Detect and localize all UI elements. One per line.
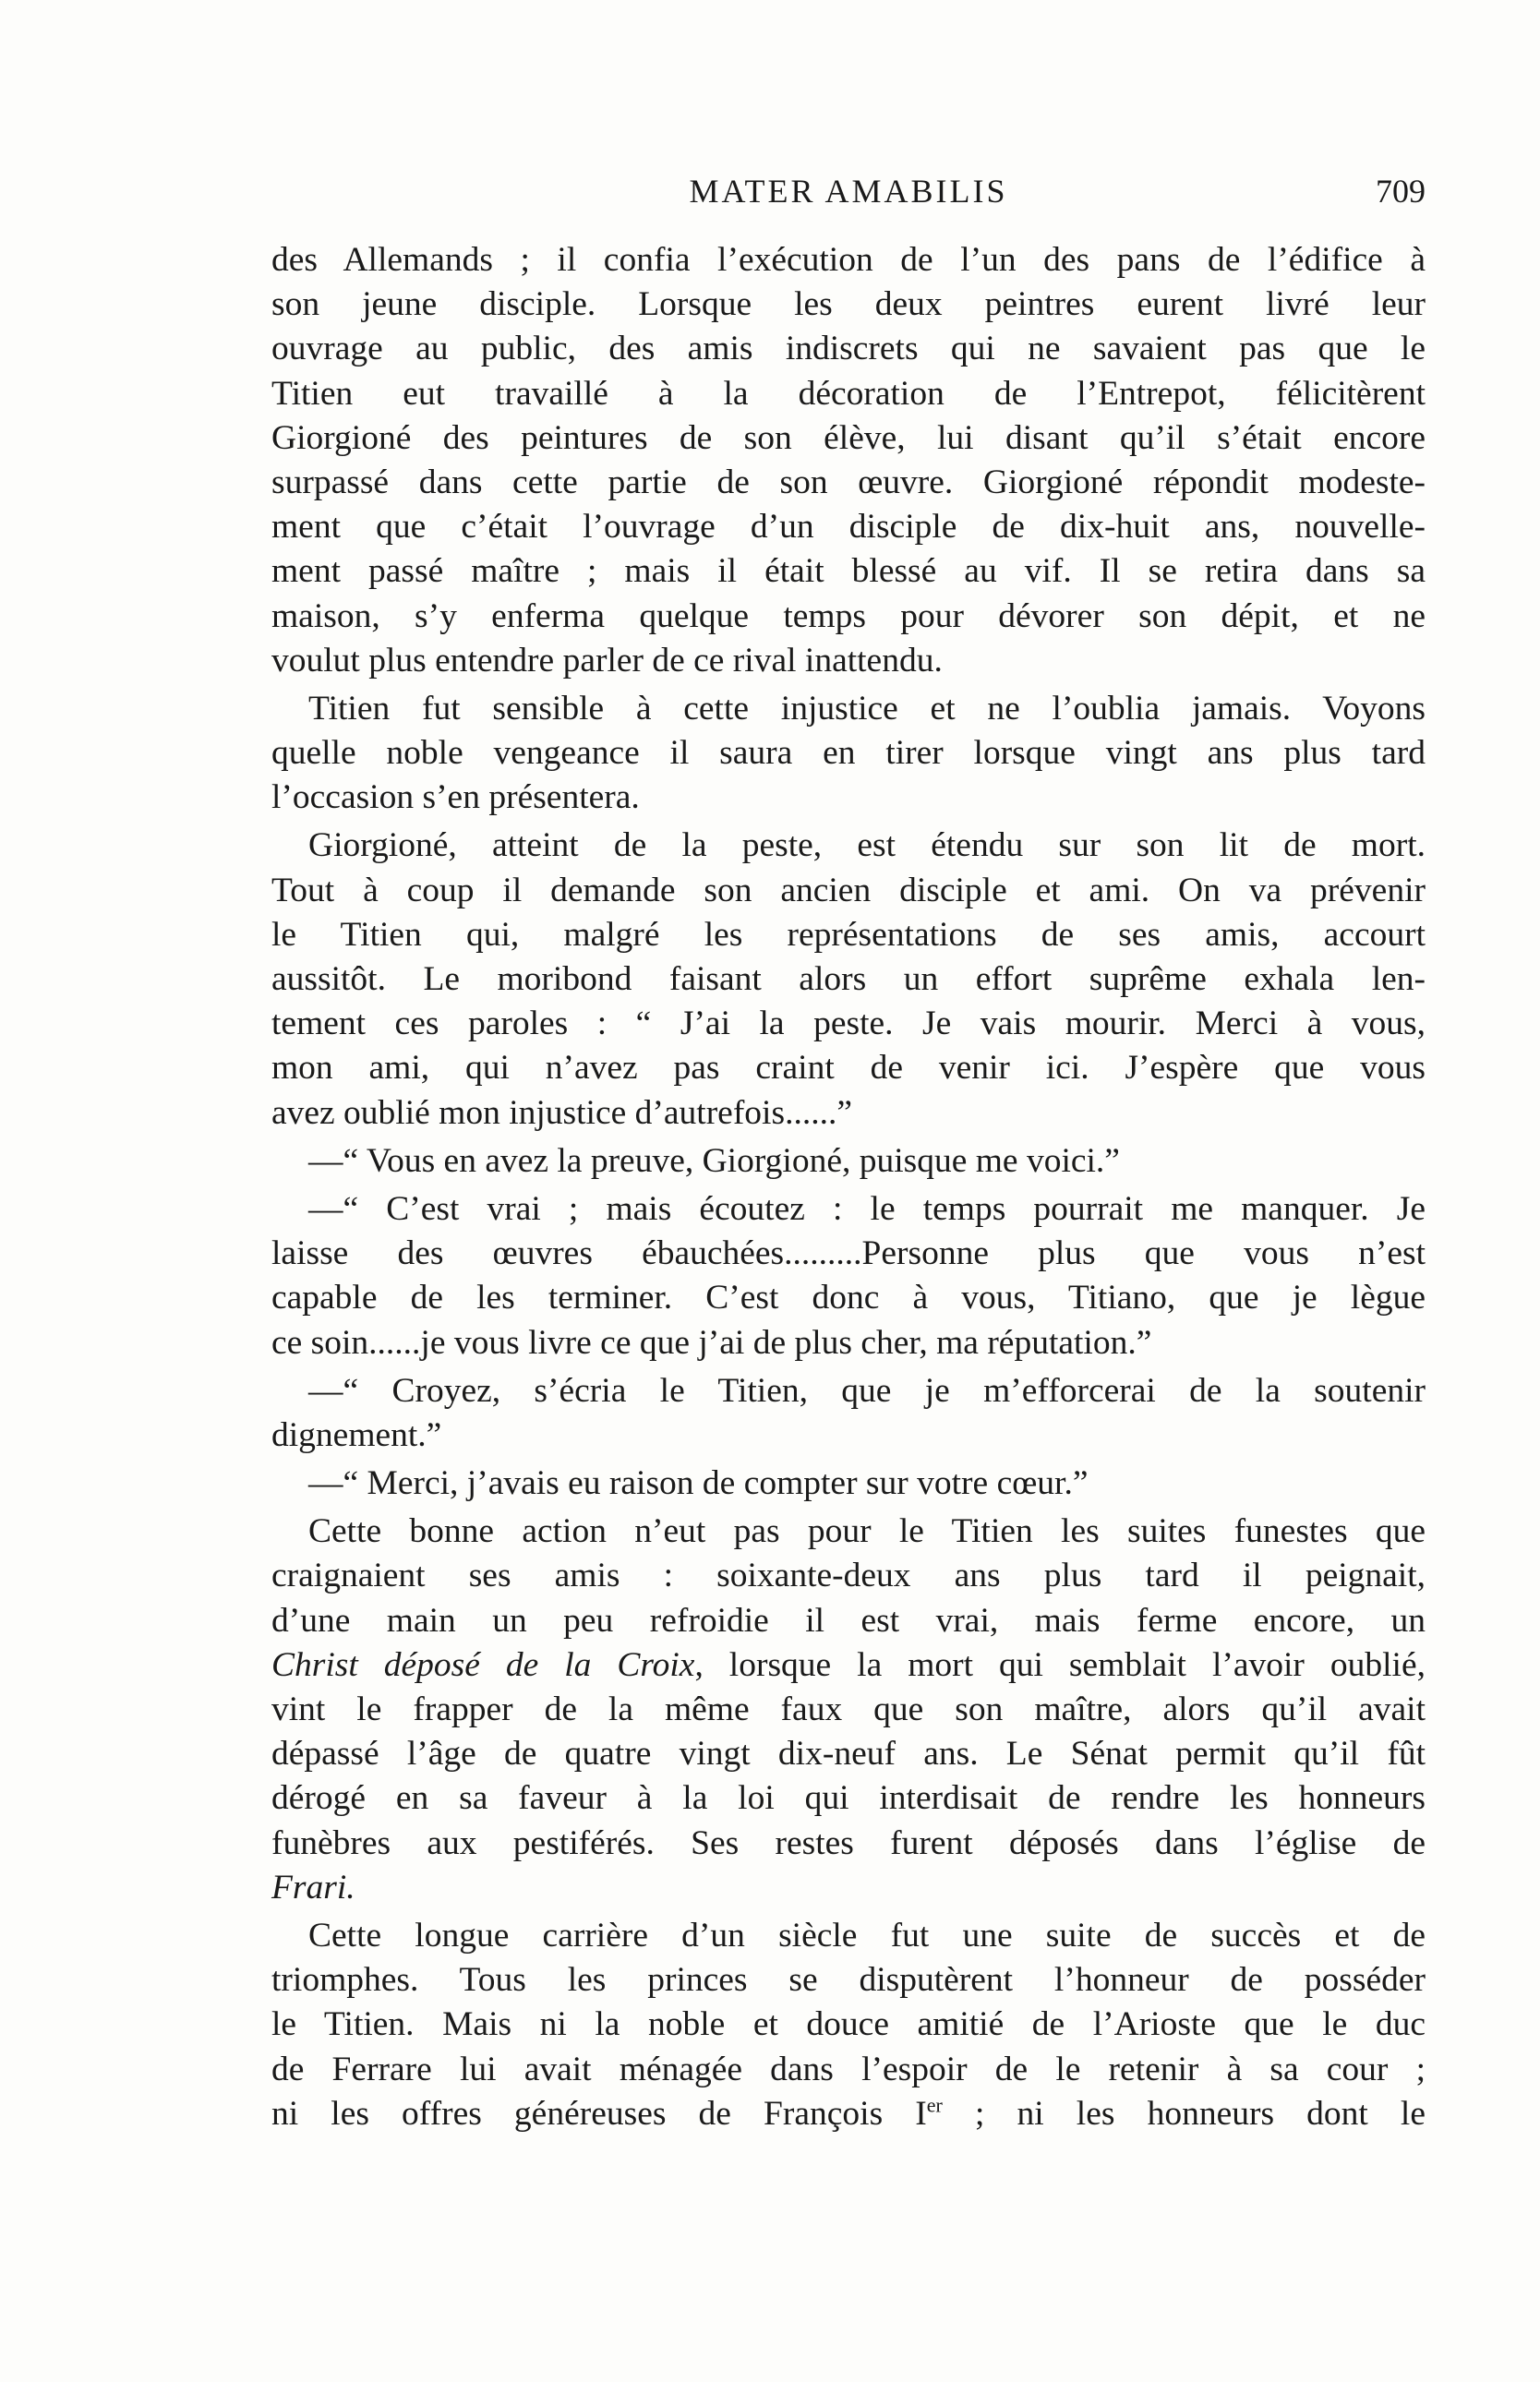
text-line: tement ces paroles : “ J’ai la peste. Je vais mourir. Merci à vous, — [271, 1005, 1426, 1043]
text-line: voulut plus entendre parler de ce rival inattendu. — [271, 641, 943, 680]
text-line: —“ C’est vrai ; mais écoutez : le temps pourrait me manquer. Je — [308, 1189, 1426, 1228]
page-number: 709 — [1376, 173, 1426, 210]
text-line: craignaient ses amis : soixante-deux ans plus tard il peignait, — [271, 1557, 1426, 1595]
text-line: vint le frapper de la même faux que son maître, alors qu’il avait — [271, 1690, 1426, 1728]
text-line: —“ Croyez, s’écria le Titien, que je m’efforcerai de la soutenir — [308, 1371, 1426, 1410]
text-line: ouvrage au public, des amis indiscrets qui ne savaient pas que le — [271, 330, 1426, 368]
text-line: quelle noble vengeance il saura en tirer lorsque vingt ans plus tard — [271, 734, 1426, 773]
text-line: des Allemands ; il confia l’exécution de l’un des pans de l’édifice à — [271, 241, 1426, 279]
body-text — [271, 238, 1426, 2136]
text-line: dérogé en sa faveur à la loi qui interdisait de rendre les honneurs — [271, 1779, 1426, 1818]
text-line: de Ferrare lui avait ménagée dans l’espoir de le retenir à sa cour ; — [271, 2050, 1426, 2088]
text-line: ni les offres généreuses de François Ier ; ni les honneurs dont le — [271, 2093, 1426, 2133]
text-line: Giorgioné des peintures de son élève, lui disant qu’il s’était encore — [271, 418, 1426, 457]
text-line: ment que c’était l’ouvrage d’un disciple de dix-huit ans, nouvelle- — [271, 508, 1426, 547]
text-line: le Titien. Mais ni la noble et douce amitié de l’Arioste que le duc — [271, 2005, 1426, 2044]
page-header — [271, 172, 1426, 218]
text-line: l’occasion s’en présentera. — [271, 778, 640, 817]
text-line: laisse des œuvres ébauchées.........Personne plus que vous n’est — [271, 1234, 1426, 1273]
text-line: funèbres aux pestiférés. Ses restes furent déposés dans l’église de — [271, 1823, 1426, 1862]
text-line: Tout à coup il demande son ancien disciple et ami. On va prévenir — [271, 871, 1426, 909]
text-line: d’une main un peu refroidie il est vrai, mais ferme encore, un — [271, 1601, 1426, 1640]
text-line: maison, s’y enferma quelque temps pour dévorer son dépit, et ne — [271, 596, 1426, 635]
text-line: Christ déposé de la Croix, lorsque la mort qui semblait l’avoir oublié, — [271, 1645, 1426, 1684]
text-line: Titien eut travaillé à la décoration de l’Entrepot, félicitèrent — [271, 374, 1426, 413]
text-line: dépassé l’âge de quatre vingt dix-neuf ans. Le Sénat permit qu’il fût — [271, 1735, 1426, 1774]
text-line: ce soin......je vous livre ce que j’ai de plus cher, ma réputation.” — [271, 1323, 1152, 1362]
text-line: —“ Merci, j’avais eu raison de compter sur votre cœur.” — [308, 1464, 1089, 1503]
text-line: Cette longue carrière d’un siècle fut une suite de succès et de — [308, 1916, 1426, 1955]
text-line: Giorgioné, atteint de la peste, est étendu sur son lit de mort. — [308, 826, 1426, 865]
text-line: surpassé dans cette partie de son œuvre. Giorgioné répondit modeste- — [271, 463, 1426, 501]
text-line: Frari. — [271, 1868, 355, 1907]
text-line: aussitôt. Le moribond faisant alors un effort suprême exhala len- — [271, 960, 1426, 998]
text-line: le Titien qui, malgré les représentations de ses amis, accourt — [271, 915, 1426, 954]
text-line: mon ami, qui n’avez pas craint de venir ici. J’espère que vous — [271, 1049, 1426, 1088]
text-line: dignement.” — [271, 1415, 442, 1454]
text-line: —“ Vous en avez la preuve, Giorgioné, puisque me voici.” — [308, 1141, 1120, 1180]
text-line: ment passé maître ; mais il était blessé au vif. Il se retira dans sa — [271, 552, 1426, 591]
text-line: Titien fut sensible à cette injustice et ne l’oublia jamais. Voyons — [308, 689, 1426, 728]
text-line: Cette bonne action n’eut pas pour le Titien les suites funestes que — [308, 1512, 1426, 1551]
text-line: triomphes. Tous les princes se disputèrent l’honneur de posséder — [271, 1961, 1426, 2000]
text-line: avez oublié mon injustice d’autrefois......” — [271, 1093, 852, 1132]
text-line: son jeune disciple. Lorsque les deux peintres eurent livré leur — [271, 285, 1426, 324]
running-title: MATER AMABILIS — [689, 173, 1008, 210]
text-line: capable de les terminer. C’est donc à vous, Titiano, que je lègue — [271, 1279, 1426, 1317]
